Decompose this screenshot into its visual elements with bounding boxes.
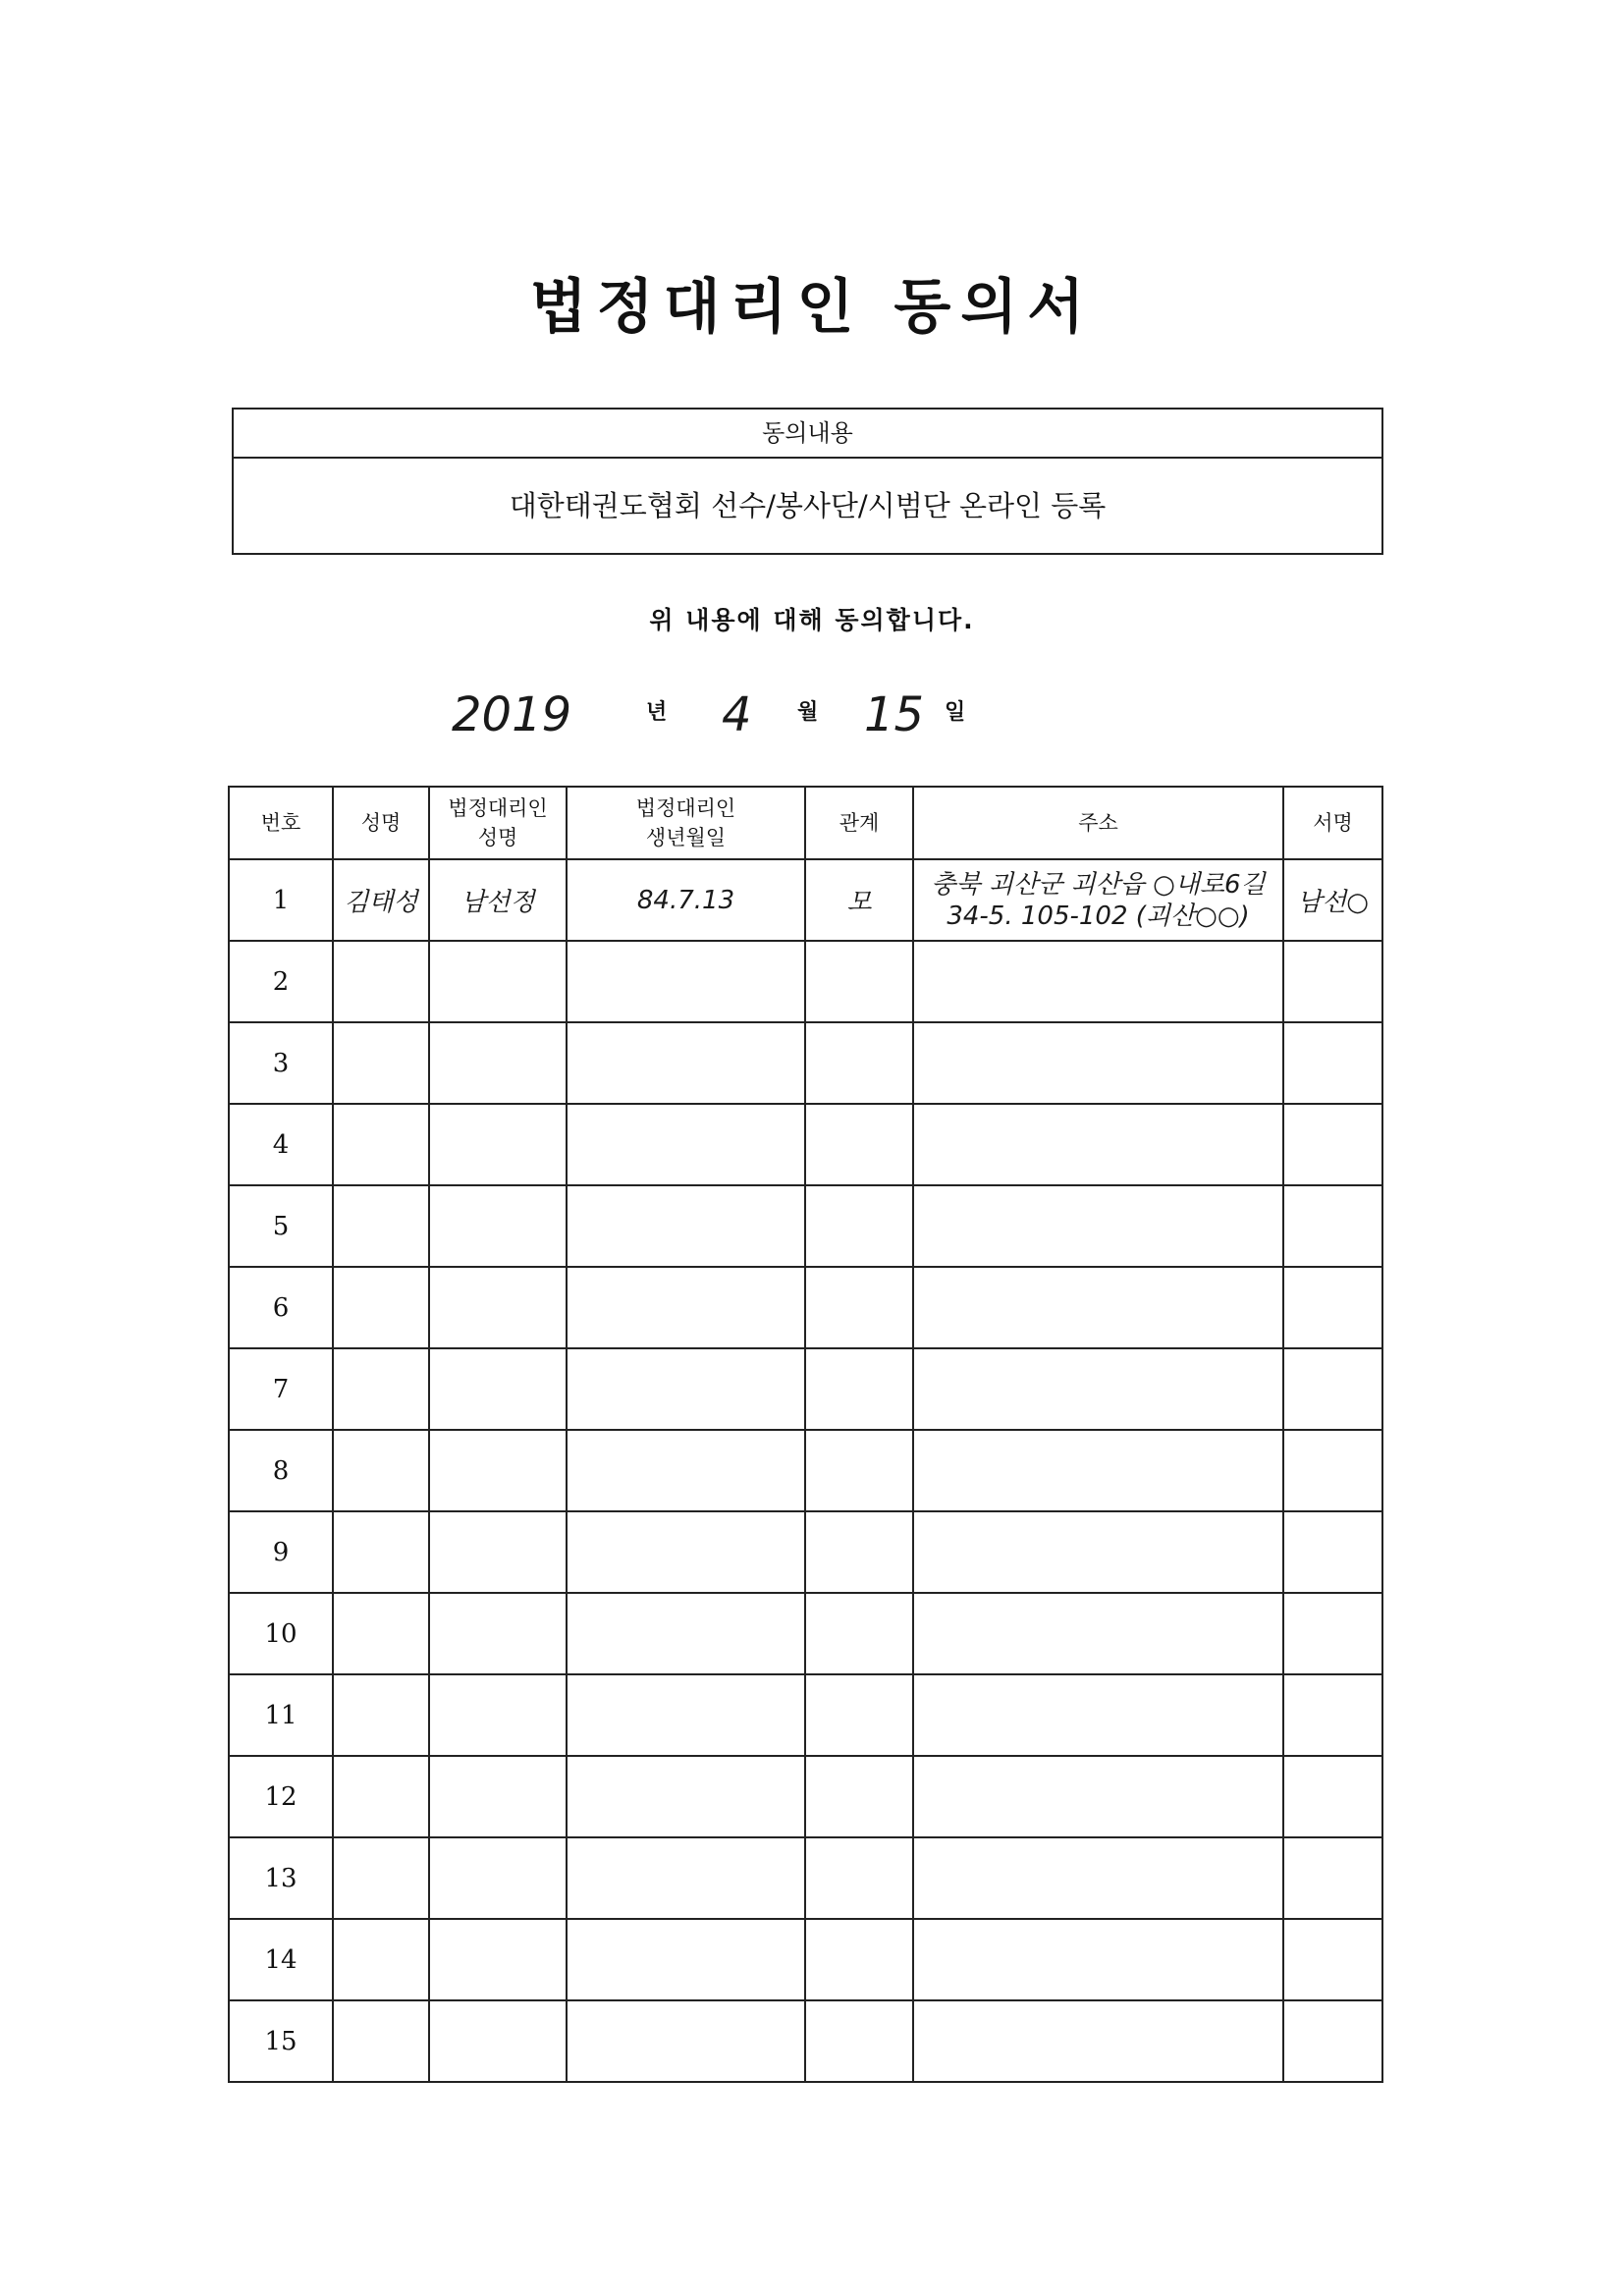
date-year: 2019 bbox=[452, 687, 572, 742]
cell-no: 4 bbox=[229, 1104, 333, 1185]
cell-address bbox=[913, 1267, 1283, 1348]
cell-name bbox=[333, 1919, 429, 2000]
cell-no: 11 bbox=[229, 1674, 333, 1756]
cell-no: 9 bbox=[229, 1511, 333, 1593]
header-no: 번호 bbox=[229, 787, 333, 859]
table-row bbox=[229, 1511, 1382, 1593]
cell-address bbox=[913, 1348, 1283, 1430]
cell-guardian-name bbox=[429, 941, 567, 1022]
table-row bbox=[229, 941, 1382, 1022]
cell-name bbox=[333, 1593, 429, 1674]
cell-relation bbox=[805, 1756, 913, 1837]
cell-guardian-name bbox=[429, 1593, 567, 1674]
cell-name bbox=[333, 1674, 429, 1756]
cell-address bbox=[913, 941, 1283, 1022]
cell-signature bbox=[1283, 1674, 1382, 1756]
table-row bbox=[229, 1593, 1382, 1674]
cell-name bbox=[333, 2000, 429, 2082]
cell-address bbox=[913, 1837, 1283, 1919]
cell-guardian-name bbox=[429, 1837, 567, 1919]
header-guardian-name-line1: 법정대리인 bbox=[448, 796, 548, 820]
cell-guardian-birth bbox=[567, 2000, 805, 2082]
cell-guardian-name bbox=[429, 1511, 567, 1593]
cell-no: 14 bbox=[229, 1919, 333, 2000]
table-row bbox=[229, 2000, 1382, 2082]
cell-address bbox=[913, 1430, 1283, 1511]
cell-no: 5 bbox=[229, 1185, 333, 1267]
cell-signature bbox=[1283, 1511, 1382, 1593]
address-line-2: 34-5. 105-102 (괴산○○) bbox=[947, 901, 1250, 931]
header-guardian-name-line2: 성명 bbox=[477, 826, 518, 849]
cell-guardian-birth bbox=[567, 1837, 805, 1919]
cell-guardian-name bbox=[429, 1104, 567, 1185]
cell-relation bbox=[805, 1919, 913, 2000]
cell-guardian-name bbox=[429, 1185, 567, 1267]
header-guardian-birth-line1: 법정대리인 bbox=[635, 796, 736, 820]
cell-name bbox=[333, 1022, 429, 1104]
table-row bbox=[229, 1430, 1382, 1511]
header-guardian-birth bbox=[567, 787, 805, 859]
cell-relation bbox=[805, 1430, 913, 1511]
cell-guardian-birth bbox=[567, 1267, 805, 1348]
table-row bbox=[229, 1022, 1382, 1104]
cell-name bbox=[333, 1511, 429, 1593]
table-row bbox=[229, 1104, 1382, 1185]
cell-no: 8 bbox=[229, 1430, 333, 1511]
cell-no: 1 bbox=[229, 859, 333, 941]
cell-no: 3 bbox=[229, 1022, 333, 1104]
cell-signature: 남선○ bbox=[1283, 859, 1382, 941]
cell-guardian-birth bbox=[567, 1022, 805, 1104]
table-row bbox=[229, 1185, 1382, 1267]
cell-signature bbox=[1283, 941, 1382, 1022]
cell-no: 10 bbox=[229, 1593, 333, 1674]
cell-signature bbox=[1283, 1837, 1382, 1919]
date-month: 4 bbox=[722, 687, 752, 742]
cell-relation bbox=[805, 941, 913, 1022]
cell-signature bbox=[1283, 1267, 1382, 1348]
date-line bbox=[452, 687, 1041, 766]
cell-signature bbox=[1283, 1348, 1382, 1430]
cell-address bbox=[913, 1674, 1283, 1756]
cell-address bbox=[913, 1756, 1283, 1837]
cell-guardian-birth: 84.7.13 bbox=[567, 859, 805, 941]
cell-relation bbox=[805, 1674, 913, 1756]
document-title: 법정대리인 동의서 bbox=[529, 273, 1095, 342]
cell-guardian-birth bbox=[567, 1674, 805, 1756]
cell-guardian-birth bbox=[567, 1593, 805, 1674]
consent-header: 동의내용 bbox=[234, 410, 1381, 459]
cell-guardian-birth bbox=[567, 941, 805, 1022]
cell-guardian-birth bbox=[567, 1511, 805, 1593]
cell-signature bbox=[1283, 1593, 1382, 1674]
header-address: 주소 bbox=[913, 787, 1283, 859]
cell-no: 7 bbox=[229, 1348, 333, 1430]
cell-relation bbox=[805, 1185, 913, 1267]
table-row bbox=[229, 1348, 1382, 1430]
address-line-1: 충북 괴산군 괴산읍 ○내로6길 bbox=[931, 869, 1266, 900]
table-header-row bbox=[229, 787, 1382, 859]
cell-signature bbox=[1283, 1919, 1382, 2000]
cell-address bbox=[913, 1919, 1283, 2000]
cell-address bbox=[913, 1593, 1283, 1674]
cell-no: 13 bbox=[229, 1837, 333, 1919]
cell-address bbox=[913, 1185, 1283, 1267]
cell-name: 김태성 bbox=[333, 859, 429, 941]
table-row bbox=[229, 1674, 1382, 1756]
cell-no: 12 bbox=[229, 1756, 333, 1837]
cell-signature bbox=[1283, 1104, 1382, 1185]
header-signature: 서명 bbox=[1283, 787, 1382, 859]
cell-guardian-birth bbox=[567, 1919, 805, 2000]
cell-guardian-name bbox=[429, 1267, 567, 1348]
cell-guardian-birth bbox=[567, 1348, 805, 1430]
consent-content-box bbox=[232, 408, 1383, 555]
cell-signature bbox=[1283, 1022, 1382, 1104]
date-year-unit: 년 bbox=[646, 700, 668, 725]
registration-table bbox=[228, 786, 1383, 2083]
consent-body: 대한태권도협회 선수/봉사단/시범단 온라인 등록 bbox=[509, 489, 1107, 522]
cell-guardian-name: 남선정 bbox=[429, 859, 567, 941]
cell-relation bbox=[805, 1348, 913, 1430]
cell-name bbox=[333, 1104, 429, 1185]
cell-relation bbox=[805, 2000, 913, 2082]
date-month-unit: 월 bbox=[797, 700, 819, 725]
agreement-statement: 위 내용에 대해 동의합니다. bbox=[649, 606, 975, 634]
cell-name bbox=[333, 1185, 429, 1267]
cell-guardian-birth bbox=[567, 1185, 805, 1267]
cell-address bbox=[913, 1511, 1283, 1593]
cell-name bbox=[333, 1756, 429, 1837]
cell-name bbox=[333, 1430, 429, 1511]
cell-guardian-name bbox=[429, 1674, 567, 1756]
cell-guardian-name bbox=[429, 2000, 567, 2082]
cell-address bbox=[913, 859, 1283, 941]
cell-relation: 모 bbox=[805, 859, 913, 941]
cell-guardian-birth bbox=[567, 1104, 805, 1185]
cell-guardian-name bbox=[429, 1756, 567, 1837]
header-relation: 관계 bbox=[805, 787, 913, 859]
cell-address bbox=[913, 1104, 1283, 1185]
cell-guardian-birth bbox=[567, 1756, 805, 1837]
cell-name bbox=[333, 1267, 429, 1348]
table-row bbox=[229, 1837, 1382, 1919]
cell-relation bbox=[805, 1267, 913, 1348]
cell-guardian-name bbox=[429, 1430, 567, 1511]
cell-signature bbox=[1283, 1430, 1382, 1511]
cell-guardian-name bbox=[429, 1348, 567, 1430]
cell-name bbox=[333, 1348, 429, 1430]
cell-guardian-name bbox=[429, 1022, 567, 1104]
header-guardian-birth-line2: 생년월일 bbox=[645, 826, 727, 849]
header-name: 성명 bbox=[333, 787, 429, 859]
cell-signature bbox=[1283, 2000, 1382, 2082]
cell-no: 2 bbox=[229, 941, 333, 1022]
cell-name bbox=[333, 1837, 429, 1919]
table-row bbox=[229, 1756, 1382, 1837]
table-row bbox=[229, 1267, 1382, 1348]
cell-guardian-name bbox=[429, 1919, 567, 2000]
cell-signature bbox=[1283, 1756, 1382, 1837]
table-row bbox=[229, 1919, 1382, 2000]
cell-no: 6 bbox=[229, 1267, 333, 1348]
cell-address bbox=[913, 2000, 1283, 2082]
cell-relation bbox=[805, 1837, 913, 1919]
date-day-unit: 일 bbox=[945, 700, 966, 725]
table-row bbox=[229, 859, 1382, 941]
cell-address bbox=[913, 1022, 1283, 1104]
cell-relation bbox=[805, 1511, 913, 1593]
cell-guardian-birth bbox=[567, 1430, 805, 1511]
cell-relation bbox=[805, 1022, 913, 1104]
date-day: 15 bbox=[864, 687, 925, 742]
cell-relation bbox=[805, 1593, 913, 1674]
cell-signature bbox=[1283, 1185, 1382, 1267]
cell-no: 15 bbox=[229, 2000, 333, 2082]
cell-name bbox=[333, 941, 429, 1022]
header-guardian-name bbox=[429, 787, 567, 859]
cell-relation bbox=[805, 1104, 913, 1185]
